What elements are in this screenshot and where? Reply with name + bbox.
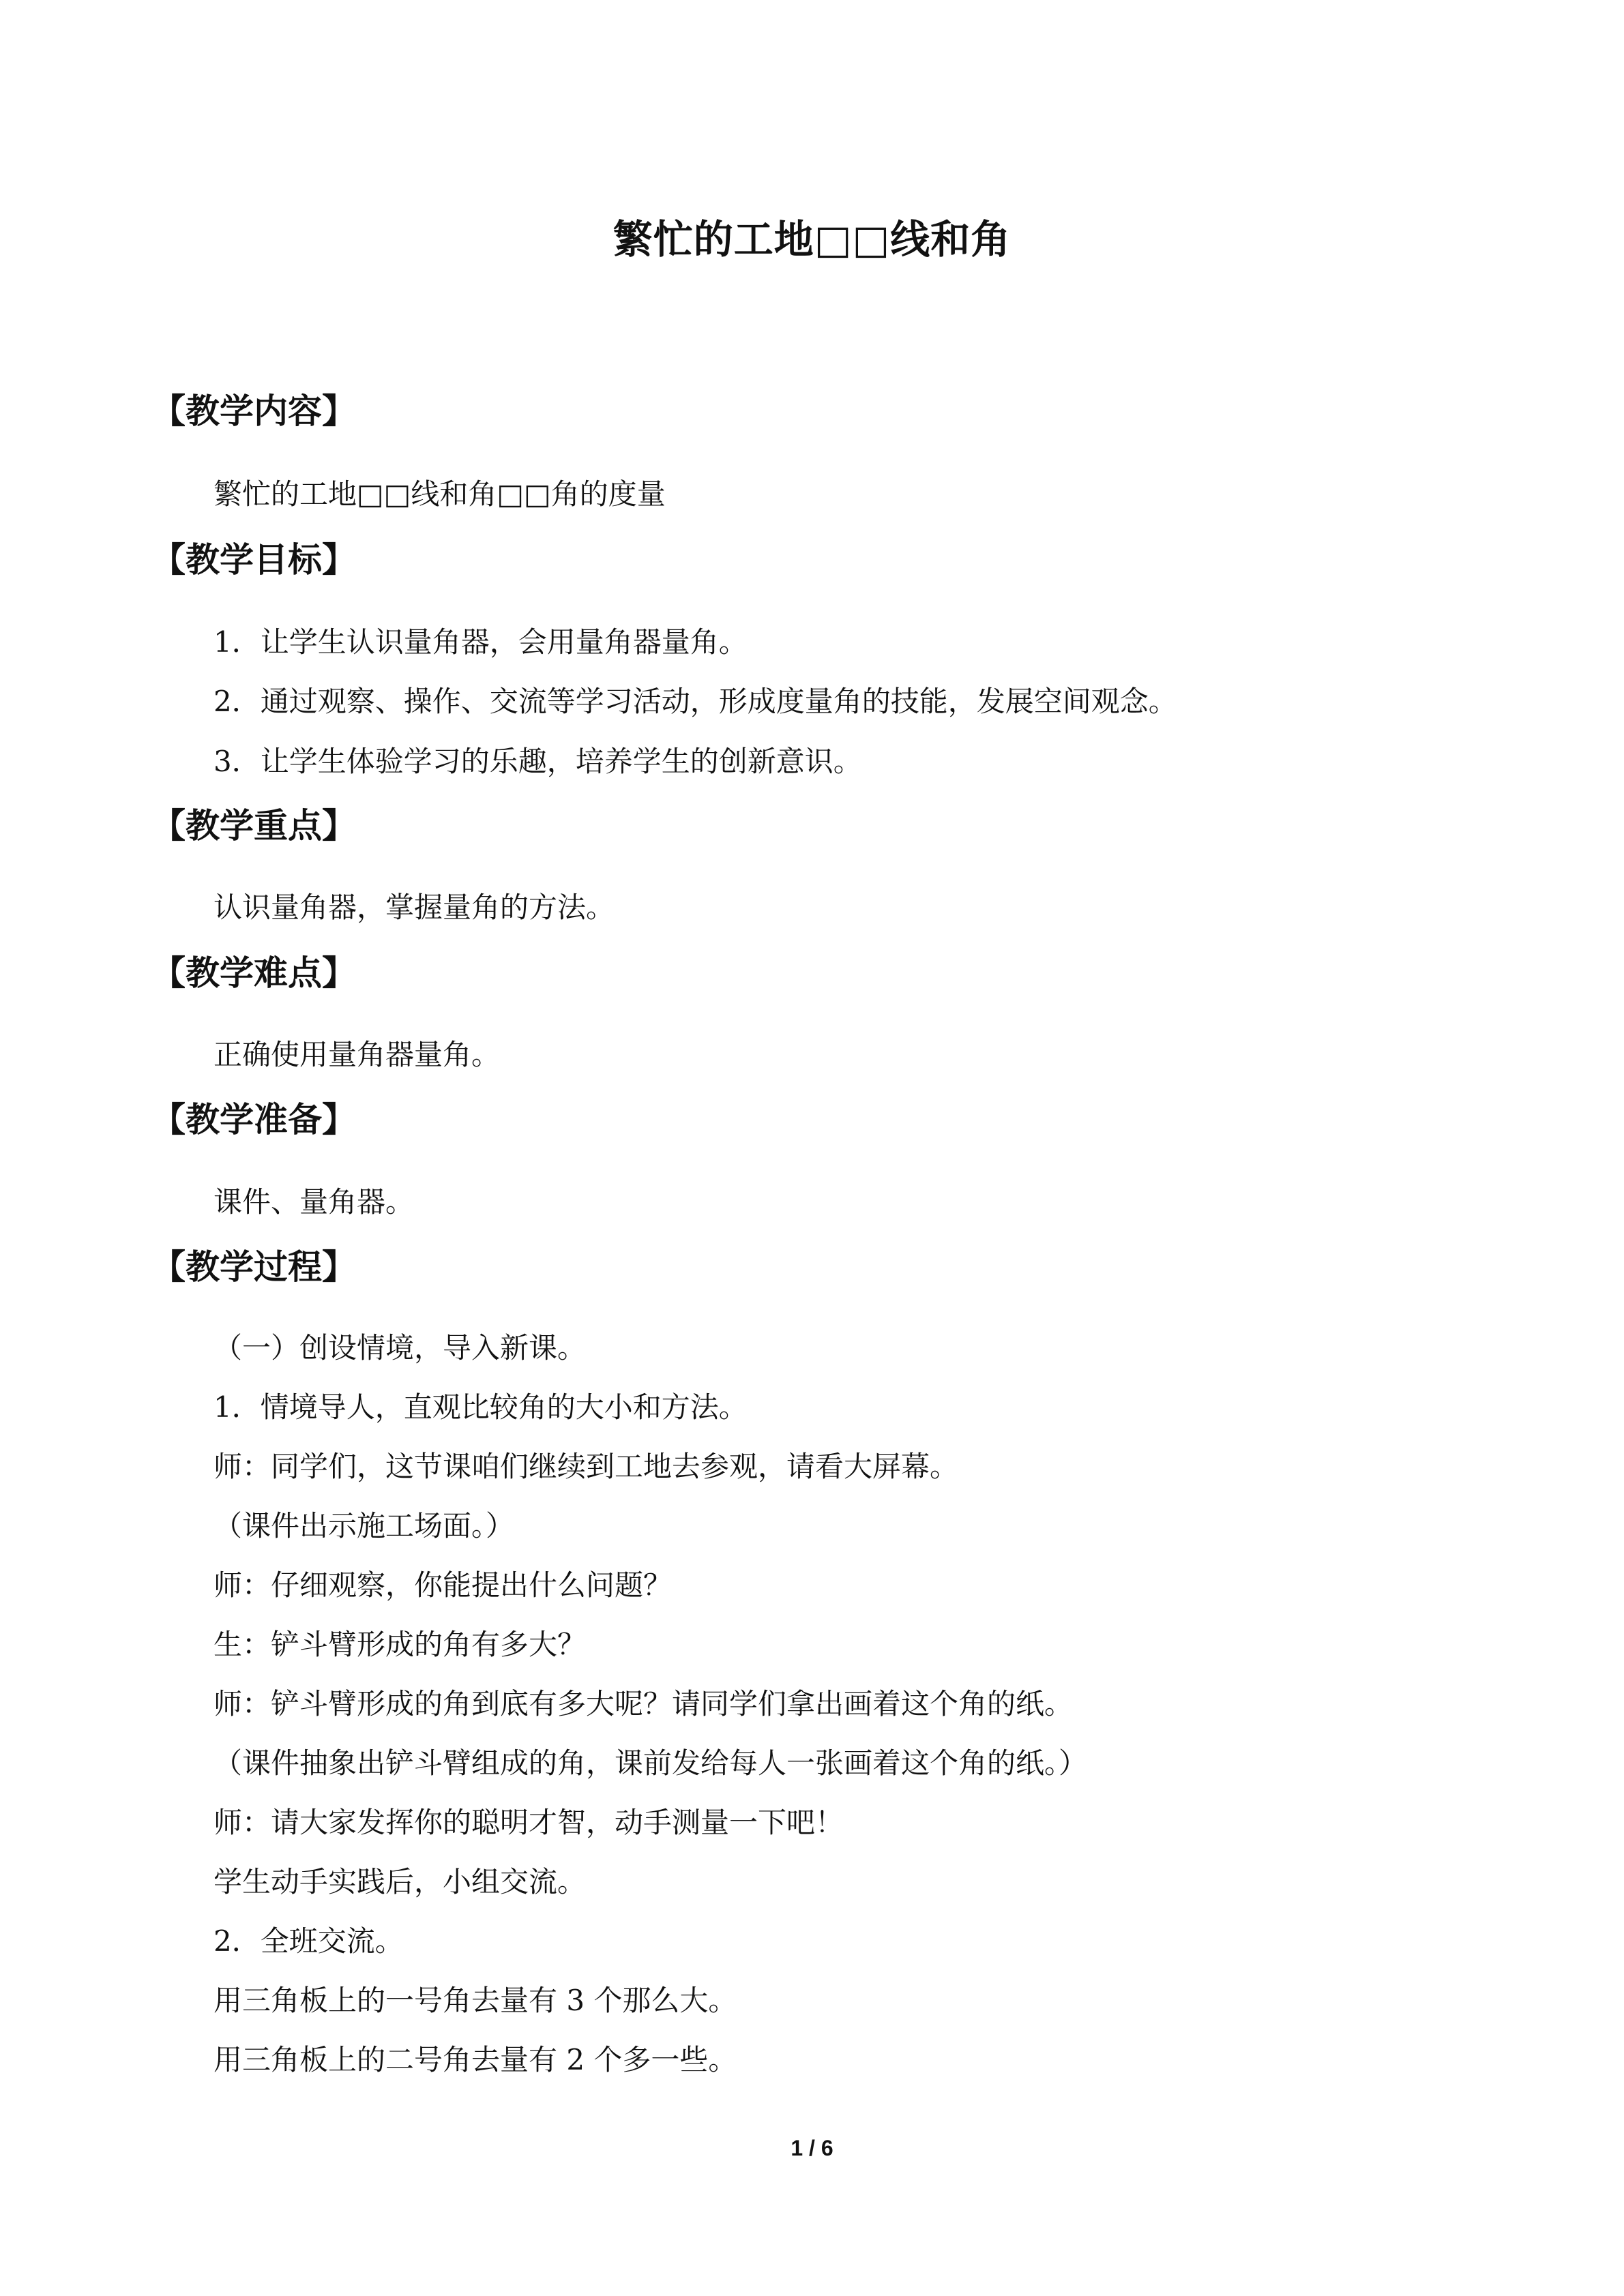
content-line: 繁忙的工地□□线和角□□角的度量 <box>213 477 666 511</box>
process-line: 师：同学们，这节课咱们继续到工地去参观，请看大屏幕。 <box>213 1450 959 1483</box>
difficulty-line: 正确使用量角器量角。 <box>213 1038 501 1071</box>
process-line: （课件抽象出铲斗臂组成的角，课前发给每人一张画着这个角的纸。） <box>213 1746 1088 1780</box>
key-point-line: 认识量角器，掌握量角的方法。 <box>213 891 615 924</box>
process-line: 师：请大家发挥你的聪明才智，动手测量一下吧！ <box>213 1806 844 1839</box>
process-line: 用三角板上的一号角去量有 3 个那么大。 <box>213 1984 737 2017</box>
section-heading-key-points: 【教学重点】 <box>151 806 356 846</box>
page-number: 1 / 6 <box>791 2136 833 2160</box>
section-heading-difficulties: 【教学难点】 <box>151 953 356 993</box>
document-title: 繁忙的工地□□线和角 <box>612 216 1012 263</box>
process-line: （课件出示施工场面。） <box>213 1509 515 1542</box>
process-line: 1．情境导人，直观比较角的大小和方法。 <box>213 1390 748 1424</box>
section-heading-preparation: 【教学准备】 <box>151 1100 356 1139</box>
process-line: 生：铲斗臂形成的角有多大？ <box>213 1628 587 1661</box>
goal-line-2: 2．通过观察、操作、交流等学习活动，形成度量角的技能，发展空间观念。 <box>213 685 1177 718</box>
process-line: 师：铲斗臂形成的角到底有多大呢？请同学们拿出画着这个角的纸。 <box>213 1687 1074 1720</box>
section-heading-process: 【教学过程】 <box>151 1247 356 1287</box>
goal-line-1: 1．让学生认识量角器，会用量角器量角。 <box>213 625 748 659</box>
process-line: 用三角板上的二号角去量有 2 个多一些。 <box>213 2043 737 2076</box>
section-heading-content: 【教学内容】 <box>151 391 356 431</box>
process-line: （一）创设情境，导入新课。 <box>213 1331 587 1365</box>
preparation-line: 课件、量角器。 <box>213 1185 415 1219</box>
process-line: 2．全班交流。 <box>213 1924 404 1958</box>
process-line: 师：仔细观察，你能提出什么问题？ <box>213 1568 673 1602</box>
section-heading-goals: 【教学目标】 <box>151 540 356 580</box>
process-line: 学生动手实践后，小组交流。 <box>213 1865 587 1898</box>
goal-line-3: 3．让学生体验学习的乐趣，培养学生的创新意识。 <box>213 745 862 778</box>
